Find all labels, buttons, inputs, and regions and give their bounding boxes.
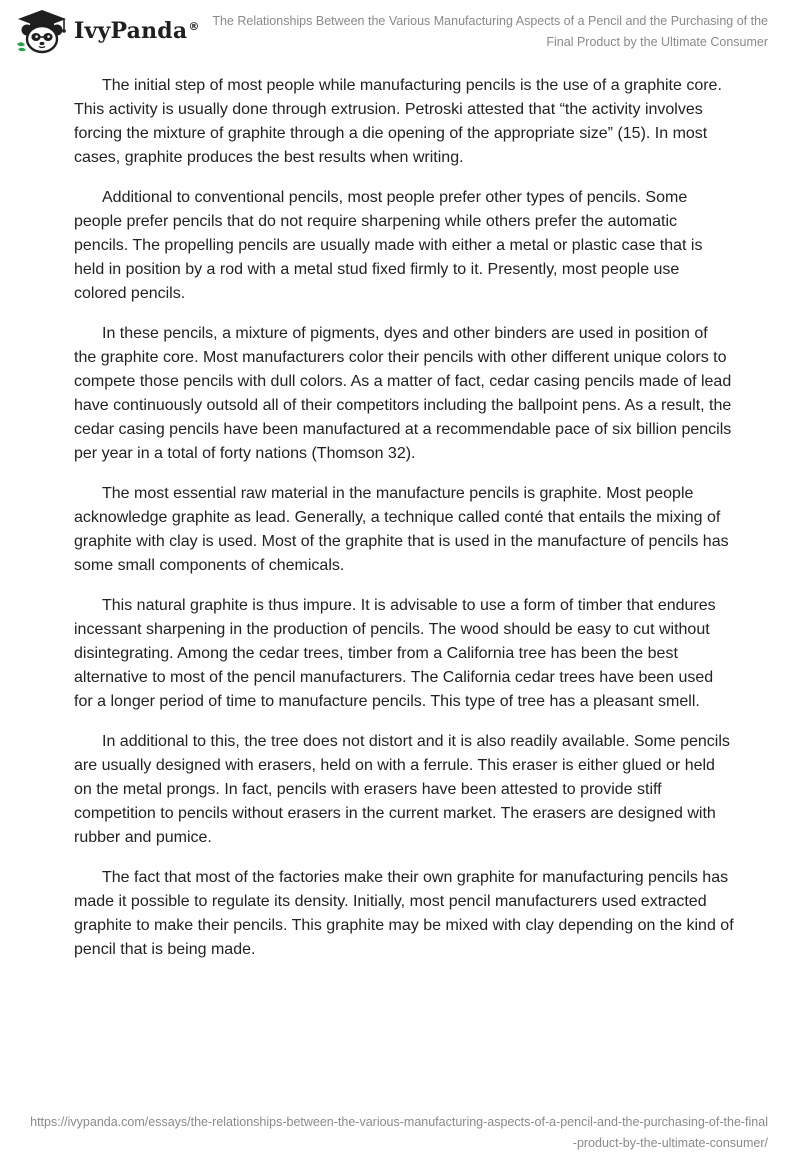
logo-wordmark: IvyPanda® [74, 18, 200, 44]
essay-title: The Relationships Between the Various Manufacturing Aspects of a Pencil and the Purchasing of the Final Product by the Ultimate Consumer [212, 14, 768, 49]
paragraph-2: Additional to conventional pencils, most people prefer other types of pencils. Some people prefer pencils that do not require sharpening while others prefer the automatic pencils. The propelling pencils are usually made with either a metal or plastic case that is held in position by a rod with a metal stud fixed firmly to it. Presently, most people use colored pencils. [74, 189, 703, 302]
ivypanda-logo[interactable] [14, 8, 200, 54]
paragraph-5: This natural graphite is thus impure. It is advisable to use a form of timber that endures incessant sharpening in the production of pencils. The wood should be easy to cut without disintegrating. Among the cedar trees, timber from a California tree has been the best alternative to most of the pencil manufacturers. The California cedar trees have been used for a longer period of time to manufacture pencils. This type of tree has a pleasant smell. [74, 597, 716, 710]
paragraph-3: In these pencils, a mixture of pigments, dyes and other binders are used in position of the graphite core. Most manufacturers color their pencils with other different unique colors to compete those pencils with dull colors. As a matter of fact, cedar casing pencils made of lead have continuously outsold all of their competitors including the ballpoint pens. As a result, the cedar casing pencils have been manufactured at a recommendable pace of six billion pencils per year in a total of forty nations (Thomson 32). [74, 325, 732, 462]
paragraph-1: The initial step of most people while manufacturing pencils is the use of a graphite core. This activity is usually done through extrusion. Petroski attested that “the activity involves forcing the mixture of graphite through a die opening of the appropriate size” (15). In most cases, graphite produces the best results when writing. [74, 77, 722, 166]
source-url[interactable]: https://ivypanda.com/essays/the-relationships-between-the-various-manufacturing-aspects-of-a-pencil-and-the-purchasing-of-the-final-product-by-the-ultimate-consumer/ [30, 1115, 768, 1150]
page-header [0, 0, 800, 60]
paragraph-4: The most essential raw material in the manufacture pencils is graphite. Most people acknowledge graphite as lead. Generally, a technique called conté that entails the mixing of graphite with clay is used. Most of the graphite that is used in the manufacture of pencils has some small components of chemicals. [74, 485, 729, 574]
paragraph-7: The fact that most of the factories make their own graphite for manufacturing pencils has made it possible to regulate its density. Initially, most pencil manufacturers used extracted graphite to make their pencils. This graphite may be mixed with clay depending on the kind of pencil that is being made. [74, 869, 734, 958]
panda-graduate-icon [14, 8, 70, 54]
paragraph-6: In additional to this, the tree does not distort and it is also readily available. Some pencils are usually designed with erasers, held on with a ferrule. This eraser is either glued or held on the metal prongs. In fact, pencils with erasers have been attested to provide stiff competition to pencils without erasers in the current market. The erasers are designed with rubber and pumice. [74, 733, 730, 846]
essay-body [74, 74, 734, 978]
